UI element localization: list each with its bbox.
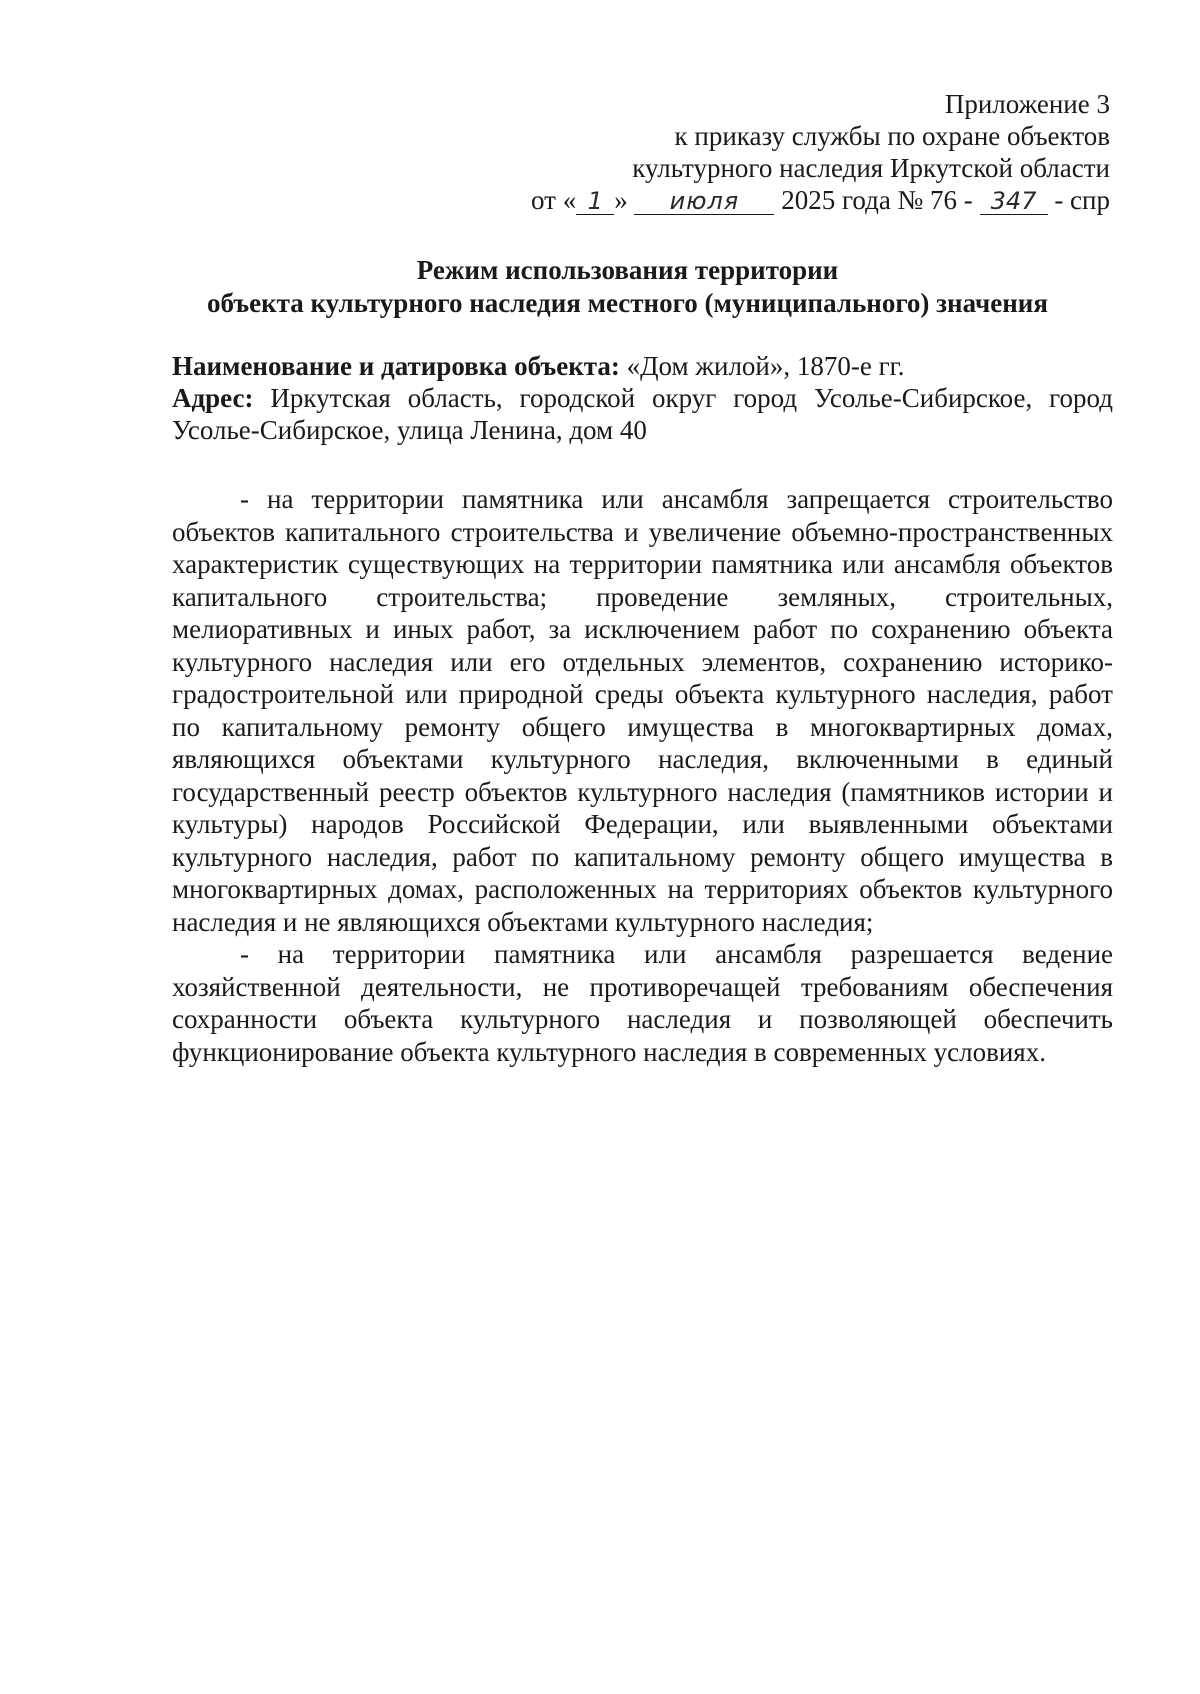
paragraph-permissions: - на территории памятника или ансамбля разрешается ведение хозяйственной деятельности, не противоречащей требованиям обеспечения сохранности объекта культурного наследия и позволяющей обеспечить функционирование объекта культурного наследия в современных условиях.	[172, 939, 1113, 1067]
object-info	[172, 350, 1113, 446]
object-name-label: Наименование и датировка объекта:	[172, 351, 620, 381]
handwritten-day: 1	[576, 189, 614, 215]
title-line2: объекта культурного наследия местного (муниципального) значения	[207, 288, 1048, 318]
object-address-row	[172, 382, 1113, 446]
appendix-header	[500, 88, 1110, 216]
order-suffix: - спр	[1054, 185, 1110, 215]
object-name-value: «Дом жилой», 1870-е гг.	[626, 351, 905, 381]
handwritten-order-number: 347	[980, 189, 1048, 215]
title-line1: Режим использования территории	[416, 255, 839, 285]
document-title	[150, 254, 1105, 320]
order-date-line	[500, 184, 1110, 216]
object-name-row	[172, 350, 1113, 382]
object-address-label: Адрес:	[172, 383, 254, 413]
appendix-label: Приложение 3	[944, 89, 1110, 119]
order-reference-line2: культурного наследия Иркутской области	[632, 153, 1110, 183]
date-mid: »	[614, 185, 628, 215]
date-year: 2025 года № 76 -	[781, 185, 973, 215]
paragraph-prohibitions: - на территории памятника или ансамбля запрещается строительство объектов капитального строительства и увеличение объемно-пространственных характеристик существующих на территории памятника или ансамбля объектов капитального строительства; проведение земляных, строительных, мелиоративных и иных работ, за исключением работ по сохранению объекта культурного наследия или его отдельных элементов, сохранению историко-градостроительной или природной среды объекта культурного наследия, работ по капитальному ремонту общего имущества в многоквартирных домах, являющихся объектами культурного наследия, включенными в единый государственный реестр объектов культурного наследия (памятников истории и культуры) народов Российской Федерации, или выявленными объектами культурного наследия, работ по капитальному ремонту общего имущества в многоквартирных домах, расположенных на территориях объектов культурного наследия и не являющихся объектами культурного наследия;	[172, 484, 1113, 937]
order-reference-line1: к приказу службы по охране объектов	[674, 121, 1110, 151]
regime-text	[172, 483, 1113, 1068]
handwritten-month: июля	[634, 189, 774, 215]
object-address-value: Иркутская область, городской округ город Усолье-Сибирское, город Усолье-Сибирское, улица Ленина, дом 40	[172, 383, 1113, 445]
date-prefix: от «	[531, 185, 577, 215]
